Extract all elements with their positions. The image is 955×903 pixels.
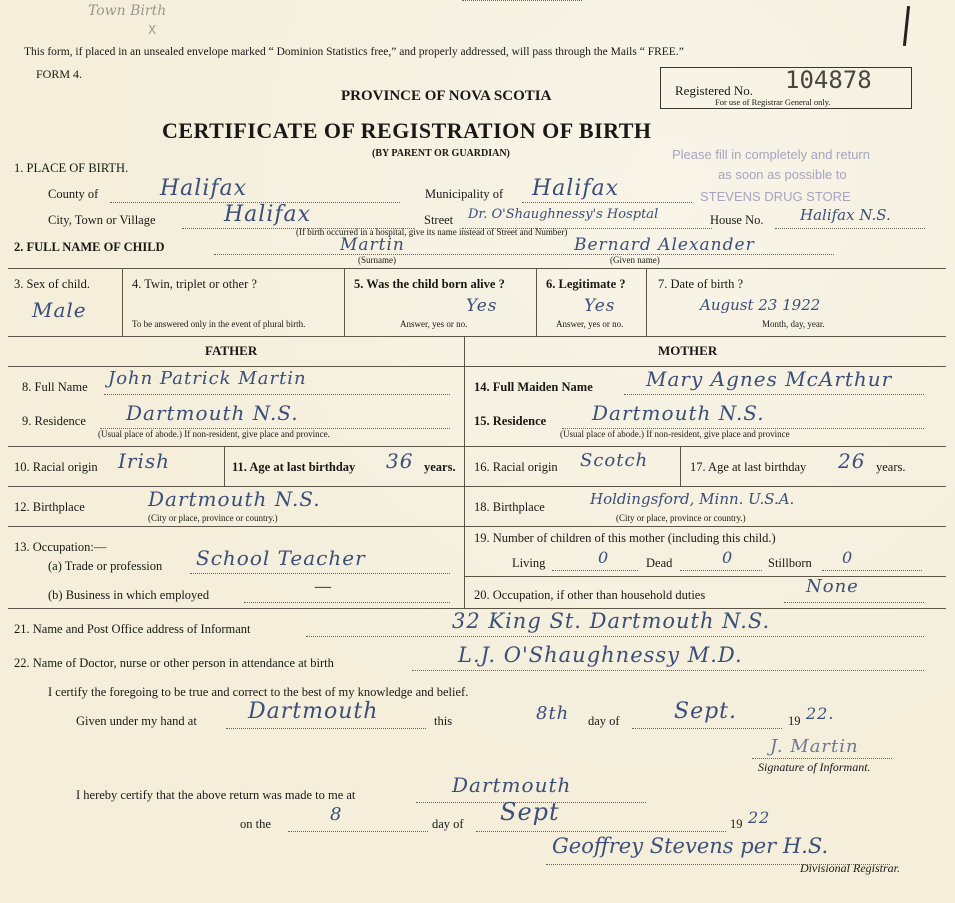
mother-name-value: Mary Agnes McArthur — [646, 367, 893, 391]
father-residence-note: (Usual place of abode.) If non-resident, give place and province. — [98, 429, 330, 439]
father-birthplace-value: Dartmouth N.S. — [148, 487, 321, 511]
twin-note: To be answered only in the event of plural birth. — [132, 319, 306, 329]
mother-racial-label: 16. Racial origin — [474, 460, 558, 474]
trade-label: (a) Trade or profession — [48, 559, 163, 573]
mail-notice: This form, if placed in an unsealed envelope marked “ Dominion Statistics free,” and properly addressed, will pass through the Mails “ FREE.” — [24, 46, 684, 58]
informant-signature-label: Signature of Informant. — [758, 760, 871, 774]
informant-signature: J. Martin — [770, 736, 859, 757]
mother-occupation-label: 20. Occupation, if other than household duties — [474, 588, 706, 602]
street-label: Street — [424, 213, 454, 227]
informant-label: 21. Name and Post Office address of Informant — [14, 622, 251, 636]
mother-racial-value: Scotch — [580, 450, 649, 471]
certificate-subtitle: (BY PARENT OR GUARDIAN) — [372, 148, 510, 159]
mother-name-label: 14. Full Maiden Name — [474, 380, 593, 394]
business-label: (b) Business in which employed — [48, 588, 210, 602]
pencil-mark — [903, 6, 910, 46]
registration-number: 104878 — [785, 66, 872, 94]
registration-label: Registered No. — [675, 83, 753, 98]
alive-value: Yes — [466, 296, 498, 316]
mother-residence-note: (Usual place of abode.) If non-resident, give place and province — [560, 429, 790, 439]
given-day: 8th — [536, 703, 570, 724]
father-birthplace-note: (City or place, province or country.) — [148, 513, 278, 523]
province-heading: PROVINCE OF NOVA SCOTIA — [341, 88, 552, 104]
father-age-label: 11. Age at last birthday — [232, 460, 356, 474]
dead-label: Dead — [646, 556, 673, 570]
child-name-label: 2. FULL NAME OF CHILD — [14, 240, 165, 254]
child-surname: Martin — [340, 235, 405, 255]
street-value: Dr. O'Shaughnessy's Hosptal — [468, 207, 659, 222]
living-label: Living — [512, 556, 546, 570]
alive-note: Answer, yes or no. — [400, 319, 468, 329]
doctor-label: 22. Name of Doctor, nurse or other person in attendance at birth — [14, 656, 334, 670]
corner-note: Town Birth — [88, 3, 167, 19]
sex-value: Male — [32, 298, 87, 322]
mother-age-value: 26 — [838, 449, 866, 473]
given-place: Dartmouth — [248, 699, 379, 724]
given-year-prefix: 19 — [788, 714, 801, 728]
father-racial-label: 10. Racial origin — [14, 460, 98, 474]
father-name-label: 8. Full Name — [22, 380, 88, 394]
corner-mark: X — [148, 23, 157, 37]
mother-birthplace-label: 18. Birthplace — [474, 500, 545, 514]
birth-date-label: 7. Date of birth ? — [658, 277, 744, 291]
legitimate-label: 6. Legitimate ? — [546, 277, 626, 291]
child-given-name: Bernard Alexander — [574, 235, 755, 255]
house-value: Halifax N.S. — [800, 206, 891, 224]
registrar-place: Dartmouth — [452, 773, 572, 797]
dead-value: 0 — [722, 548, 734, 567]
living-value: 0 — [598, 548, 610, 567]
certificate-title: CERTIFICATE OF REGISTRATION OF BIRTH — [162, 118, 652, 143]
father-racial-value: Irish — [118, 449, 171, 473]
registrar-year-prefix: 19 — [730, 817, 743, 831]
mother-residence-label: 15. Residence — [474, 414, 547, 428]
hospital-note: (If birth occurred in a hospital, give its name instead of Street and Number) — [296, 227, 568, 237]
occupation-label: 13. Occupation:— — [14, 540, 107, 554]
registration-note: For use of Registrar General only. — [715, 97, 831, 107]
given-month: Sept. — [674, 699, 738, 724]
mother-residence-value: Dartmouth N.S. — [592, 401, 765, 425]
mother-age-label: 17. Age at last birthday — [690, 460, 807, 474]
birth-date-value: August 23 1922 — [700, 296, 821, 314]
informant-value: 32 King St. Dartmouth N.S. — [452, 609, 771, 633]
birth-date-note: Month, day, year. — [762, 319, 825, 329]
twin-label: 4. Twin, triplet or other ? — [132, 277, 257, 291]
city-label: City, Town or Village — [48, 213, 156, 227]
return-stamp-line1: Please fill in completely and return — [672, 147, 870, 162]
county-label: County of — [48, 187, 99, 201]
mother-age-years: years. — [876, 460, 906, 474]
mother-birthplace-value: Holdingsford, Minn. U.S.A. — [590, 490, 795, 508]
rule — [8, 336, 946, 337]
municipality-label: Municipality of — [425, 187, 504, 201]
registrar-signature-label: Divisional Registrar. — [800, 861, 901, 875]
father-heading: FATHER — [205, 343, 258, 358]
given-name-note: (Given name) — [610, 255, 660, 265]
registrar-on-label: on the — [240, 817, 271, 831]
alive-label: 5. Was the child born alive ? — [354, 277, 505, 291]
trade-value: School Teacher — [196, 546, 366, 570]
registrar-signature: Geoffrey Stevens per H.S. — [552, 834, 829, 858]
business-value: — — [314, 576, 333, 597]
given-label: Given under my hand at — [76, 714, 197, 728]
father-name-value: John Patrick Martin — [108, 368, 307, 389]
father-age-years: years. — [424, 460, 456, 474]
father-age-value: 36 — [386, 449, 414, 473]
doctor-value: L.J. O'Shaughnessy M.D. — [458, 643, 743, 667]
mother-birthplace-note: (City or place, province or country.) — [616, 513, 746, 523]
legitimate-value: Yes — [584, 296, 616, 316]
sex-label: 3. Sex of child. — [14, 277, 91, 291]
registrar-day: 8 — [330, 804, 343, 825]
given-day-label: day of — [588, 714, 620, 728]
registrar-year: 22 — [748, 808, 771, 827]
registration-box — [660, 67, 912, 109]
municipality-value: Halifax — [532, 176, 620, 201]
city-value: Halifax — [224, 202, 312, 227]
mother-occupation-value: None — [806, 576, 859, 597]
father-residence-value: Dartmouth N.S. — [126, 401, 299, 425]
father-residence-label: 9. Residence — [22, 414, 86, 428]
county-value: Halifax — [160, 176, 248, 201]
registrar-day-label: day of — [432, 817, 464, 831]
given-year: 22. — [806, 704, 835, 723]
legitimate-note: Answer, yes or no. — [556, 319, 624, 329]
stillborn-value: 0 — [842, 548, 854, 567]
form-number: FORM 4. — [36, 67, 83, 81]
stillborn-label: Stillborn — [768, 556, 812, 570]
certify-statement: I certify the foregoing to be true and correct to the best of my knowledge and belief. — [48, 685, 469, 699]
place-heading: 1. PLACE OF BIRTH. — [14, 161, 129, 175]
house-label: House No. — [710, 213, 764, 227]
registrar-statement: I hereby certify that the above return was made to me at — [76, 788, 356, 802]
return-stamp-line3: STEVENS DRUG STORE — [700, 189, 851, 204]
registrar-month: Sept — [500, 798, 560, 826]
children-count-label: 19. Number of children of this mother (including this child.) — [474, 531, 776, 545]
surname-note: (Surname) — [358, 255, 396, 265]
mother-heading: MOTHER — [658, 343, 718, 358]
rule — [8, 268, 946, 269]
this-label: this — [434, 714, 453, 728]
father-birthplace-label: 12. Birthplace — [14, 500, 85, 514]
return-stamp-line2: as soon as possible to — [718, 167, 847, 182]
